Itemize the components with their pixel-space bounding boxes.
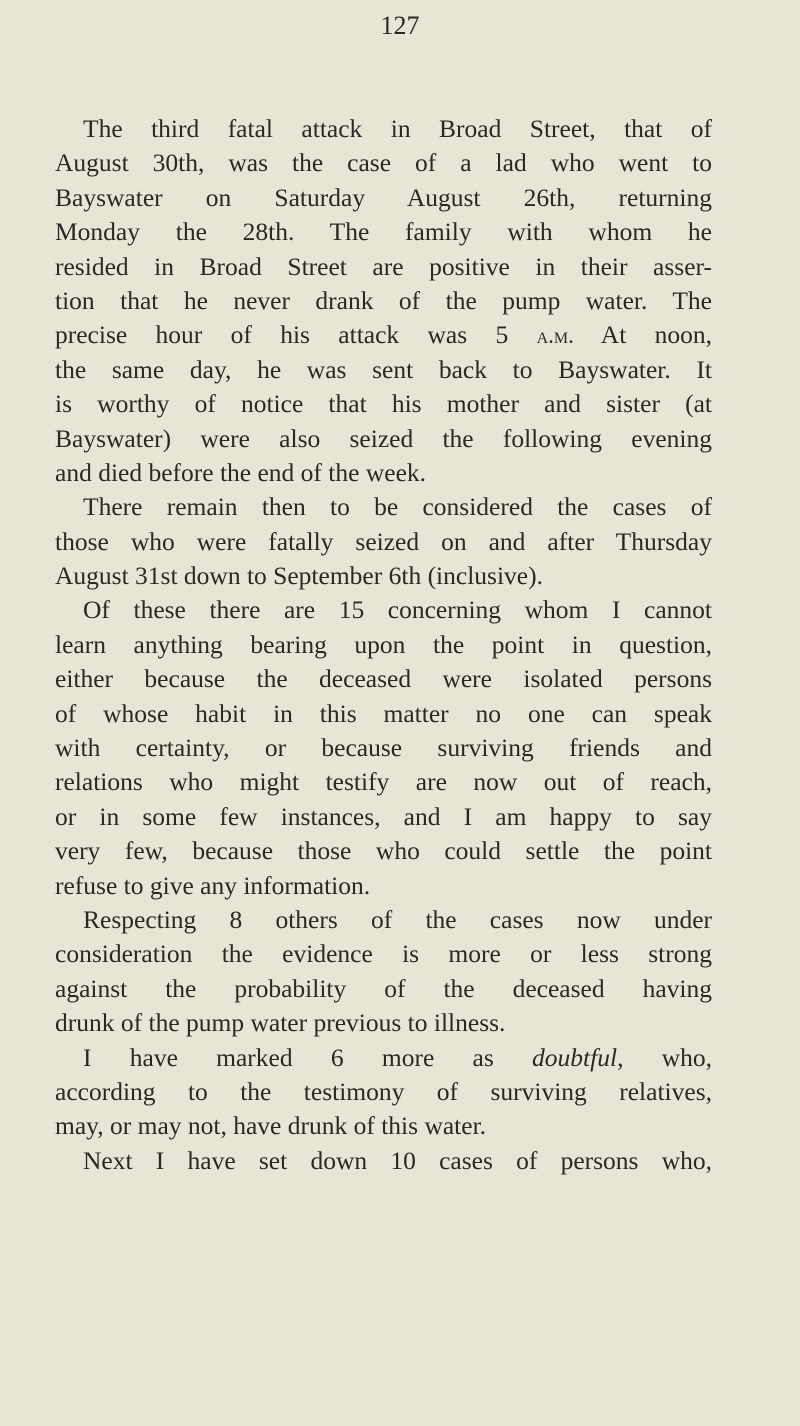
text-line: Next I have set down 10 cases of persons who,	[83, 1145, 712, 1175]
body-text	[55, 112, 712, 1178]
text-line: Bayswater on Saturday August 26th, returning	[55, 182, 712, 212]
text-line: the same day, he was sent back to Bayswater. It	[55, 354, 712, 384]
small-caps-text: a.m.	[536, 323, 574, 349]
text-run: precise hour of his attack was 5	[55, 320, 537, 350]
text-line: is worthy of notice that his mother and sister (at	[55, 389, 712, 419]
text-line: tion that he never drank of the pump water. The	[55, 285, 712, 315]
text-line: very few, because those who could settle the point	[55, 836, 712, 866]
text-run: I have marked 6 more as	[83, 1042, 533, 1072]
text-line: Of these there are 15 concerning whom I cannot	[83, 595, 712, 625]
text-line: refuse to give any information.	[55, 870, 371, 900]
text-run: , who,	[617, 1042, 712, 1072]
text-line: according to the testimony of surviving relatives,	[55, 1076, 712, 1106]
text-line: There remain then to be considered the cases of	[83, 492, 712, 522]
text-line: those who were fatally seized on and after Thursday	[55, 526, 712, 556]
text-line: or in some few instances, and I am happy to say	[55, 801, 712, 831]
text-line	[55, 1041, 712, 1075]
text-line: August 30th, was the case of a lad who went to	[55, 148, 712, 178]
text-line: The third fatal attack in Broad Street, that of	[83, 114, 712, 143]
text-line: and died before the end of the week.	[55, 457, 427, 487]
text-line: Bayswater) were also seized the following evening	[55, 423, 712, 453]
text-line: Respecting 8 others of the cases now under	[83, 904, 712, 934]
text-line: August 31st down to September 6th (inclusive).	[55, 561, 543, 591]
text-line: may, or may not, have drunk of this water.	[55, 1111, 487, 1141]
text-line	[55, 318, 712, 352]
text-line: learn anything bearing upon the point in question,	[55, 629, 712, 659]
text-line: of whose habit in this matter no one can speak	[55, 698, 712, 728]
text-line: consideration the evidence is more or less strong	[55, 939, 712, 969]
text-line: relations who might testify are now out of reach,	[55, 767, 712, 797]
text-line: with certainty, or because surviving friends and	[55, 733, 712, 763]
text-line: Monday the 28th. The family with whom he	[55, 217, 712, 247]
text-run: At noon,	[573, 320, 713, 350]
text-line: drunk of the pump water previous to illness.	[55, 1008, 506, 1038]
text-line: resided in Broad Street are positive in their asser-	[55, 251, 712, 281]
text-line: either because the deceased were isolated persons	[55, 664, 712, 694]
text-line: against the probability of the deceased having	[55, 973, 712, 1003]
page-number: 127	[380, 11, 420, 40]
italic-text: doubtful	[532, 1042, 618, 1072]
